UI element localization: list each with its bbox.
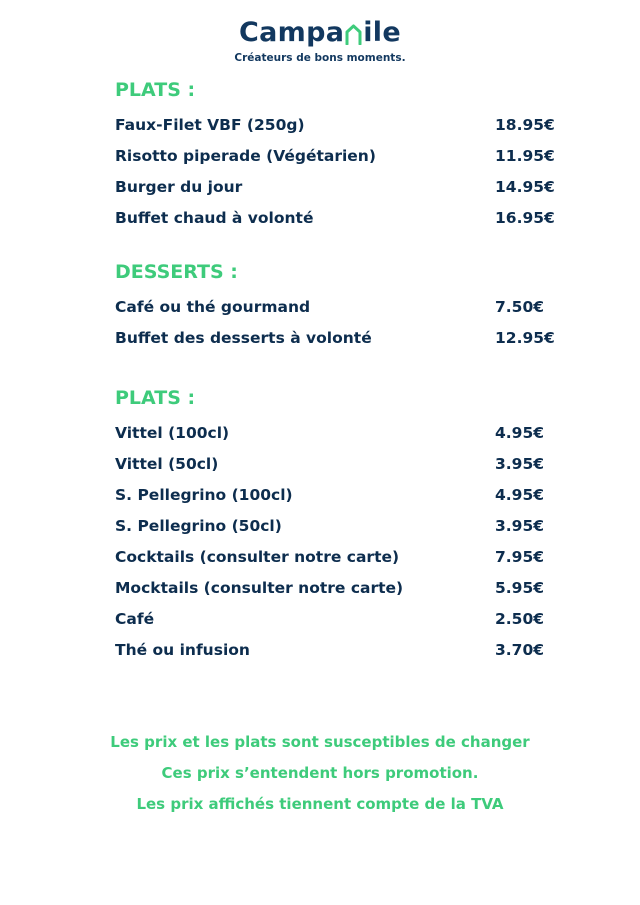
item-price: 7.50€: [495, 297, 545, 316]
item-name: Faux-Filet VBF (250g): [115, 115, 305, 134]
item-name: Burger du jour: [115, 177, 243, 196]
menu-item: [115, 479, 550, 510]
item-name: Mocktails (consulter notre carte): [115, 578, 404, 597]
footer-notes: [0, 727, 640, 820]
item-name: Risotto piperade (Végétarien): [115, 146, 376, 165]
menu-item: [115, 140, 555, 171]
item-name: S. Pellegrino (50cl): [115, 516, 282, 535]
section-plats: [115, 75, 555, 233]
footer-note: Ces prix s’entendent hors promotion.: [161, 764, 479, 782]
item-price: 3.95€: [495, 516, 545, 535]
item-price: 4.95€: [495, 485, 545, 504]
section-heading: PLATS :: [115, 387, 196, 409]
item-name: Vittel (50cl): [115, 454, 219, 473]
item-price: 7.95€: [495, 547, 545, 566]
section-plats-drinks: [115, 383, 550, 665]
menu-item: [115, 291, 550, 322]
menu-item: [115, 417, 550, 448]
menu-item: [115, 202, 555, 233]
item-name: Cocktails (consulter notre carte): [115, 547, 400, 566]
footer-note: Les prix affichés tiennent compte de la TVA: [136, 795, 504, 813]
menu-item: [115, 572, 550, 603]
item-price: 16.95€: [495, 208, 555, 227]
menu-item: [115, 603, 550, 634]
menu-item: [115, 171, 555, 202]
menu-item: [115, 634, 550, 665]
item-price: 4.95€: [495, 423, 545, 442]
item-price: 11.95€: [495, 146, 555, 165]
section-heading: DESSERTS :: [115, 261, 238, 283]
item-price: 2.50€: [495, 609, 545, 628]
menu-item: [115, 448, 550, 479]
tagline: Créateurs de bons moments.: [234, 52, 406, 64]
brand-name: [239, 12, 401, 48]
item-price: 5.95€: [495, 578, 545, 597]
menu-item: [115, 541, 550, 572]
menu-item: [115, 109, 555, 140]
menu-item: [115, 510, 550, 541]
item-price: 14.95€: [495, 177, 555, 196]
item-name: Buffet chaud à volonté: [115, 208, 314, 227]
item-name: Buffet des desserts à volonté: [115, 328, 372, 347]
item-price: 3.95€: [495, 454, 545, 473]
brand-name-part1: Campa: [239, 17, 345, 48]
item-price: 3.70€: [495, 640, 545, 659]
footer-note: Les prix et les plats sont susceptibles de changer: [110, 733, 530, 751]
logo: [0, 12, 640, 64]
item-name: Thé ou infusion: [115, 640, 250, 659]
item-name: Café ou thé gourmand: [115, 297, 311, 316]
section-desserts: [115, 257, 555, 353]
section-heading: PLATS :: [115, 79, 196, 101]
item-price: 18.95€: [495, 115, 555, 134]
item-name: S. Pellegrino (100cl): [115, 485, 293, 504]
menu-item: [115, 322, 555, 353]
item-name: Vittel (100cl): [115, 423, 230, 442]
house-icon: [345, 23, 362, 45]
item-name: Café: [115, 609, 155, 628]
brand-name-part2: ile: [363, 17, 401, 48]
item-price: 12.95€: [495, 328, 555, 347]
